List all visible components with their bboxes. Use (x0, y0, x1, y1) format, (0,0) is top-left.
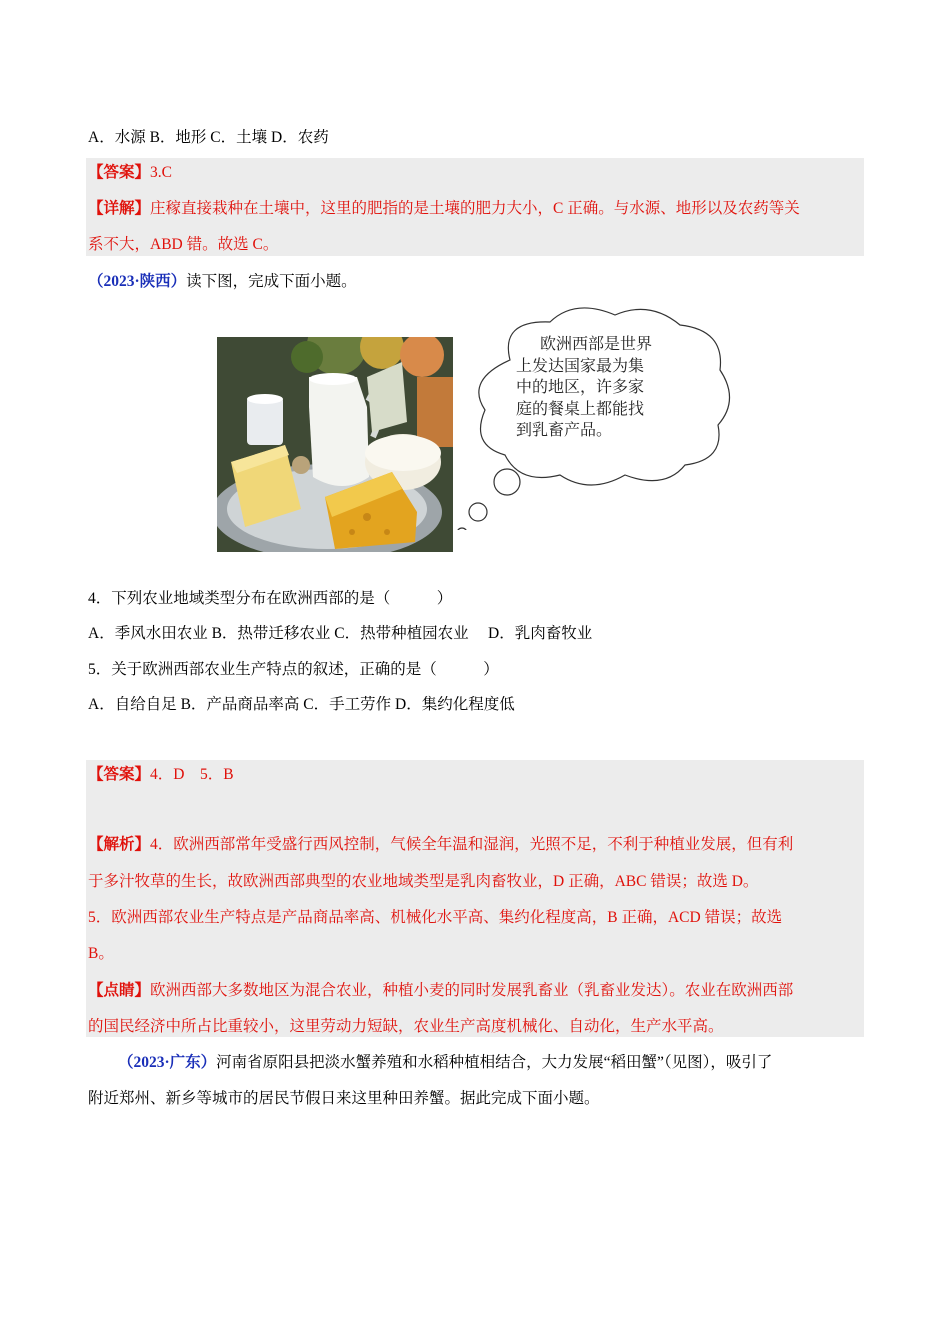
analysis-line-2: 于多汁牧草的生长，故欧洲西部典型的农业地域类型是乳肉畜牧业，D 正确，ABC 错误；故选 D。 (88, 873, 759, 890)
source-label: （2023·陕西） (88, 273, 187, 290)
answer-tag: 【答案】 (88, 164, 151, 181)
analysis-line-4: B。 (88, 945, 114, 962)
guangdong-intro-line-2: 附近郑州、新乡等城市的居民节假日来这里种田养蟹。据此完成下面小题。 (88, 1090, 600, 1107)
q3-answer (88, 163, 172, 183)
q5-stem: 5．关于欧洲西部农业生产特点的叙述，正确的是（ ） (88, 661, 499, 678)
shaanxi-intro: （2023·陕西）读下图，完成下面小题。 (88, 273, 357, 290)
q3-detail-line-1: 【详解】庄稼直接栽种在土壤中，这里的肥指的是土壤的肥力大小，C 正确。与水源、地形以及农药等关 (88, 200, 800, 217)
analysis-tag: 【解析】 (88, 836, 151, 853)
tip-line-1: 【点睛】欧洲西部大多数地区为混合农业，种植小麦的同时发展乳畜业（乳畜业发达）。农业在欧洲西部 (88, 982, 794, 999)
bubble-text: 欧洲西部是世界 上发达国家最为集 中的地区，许多家 庭的餐桌上都能找 到乳畜产品。 (516, 334, 653, 439)
answer-tag: 【答案】 (88, 766, 151, 783)
analysis-line-1: 【解析】4．欧洲西部常年受盛行西风控制，气候全年温和湿润，光照不足，不利于种植业发展，但有利 (88, 836, 794, 853)
answer-value: 3.C (150, 164, 172, 181)
analysis-line-3: 5．欧洲西部农业生产特点是产品商品率高、机械化水平高、集约化程度高，B 正确，ACD 错误；故选 (88, 909, 783, 926)
dairy-products-photo (217, 337, 453, 552)
q4-stem: 4．下列农业地域类型分布在欧洲西部的是（ ） (88, 590, 453, 607)
guangdong-intro-line-1: （2023·广东）河南省原阳县把淡水蟹养殖和水稻种植相结合，大力发展“稻田蟹”（见图），吸引了 (118, 1054, 773, 1071)
tip-tag: 【点睛】 (88, 982, 151, 999)
q3-options: A．水源 B．地形 C．土壤 D．农药 (88, 129, 329, 146)
detail-tag: 【详解】 (88, 200, 151, 217)
q5-options: A．自给自足 B．产品商品率高 C．手工劳作 D．集约化程度低 (88, 696, 515, 713)
tip-line-2: 的国民经济中所占比重较小，这里劳动力短缺，农业生产高度机械化、自动化，生产水平高。 (88, 1018, 724, 1035)
answer-value: 4．D 5．B (150, 766, 234, 783)
q4-options: A．季风水田农业 B．热带迁移农业 C．热带种植园农业 D．乳肉畜牧业 (88, 625, 593, 642)
answer45 (88, 765, 234, 785)
source-label: （2023·广东） (118, 1054, 217, 1071)
q3-detail-line-2: 系不大，ABD 错。故选 C。 (88, 236, 279, 253)
